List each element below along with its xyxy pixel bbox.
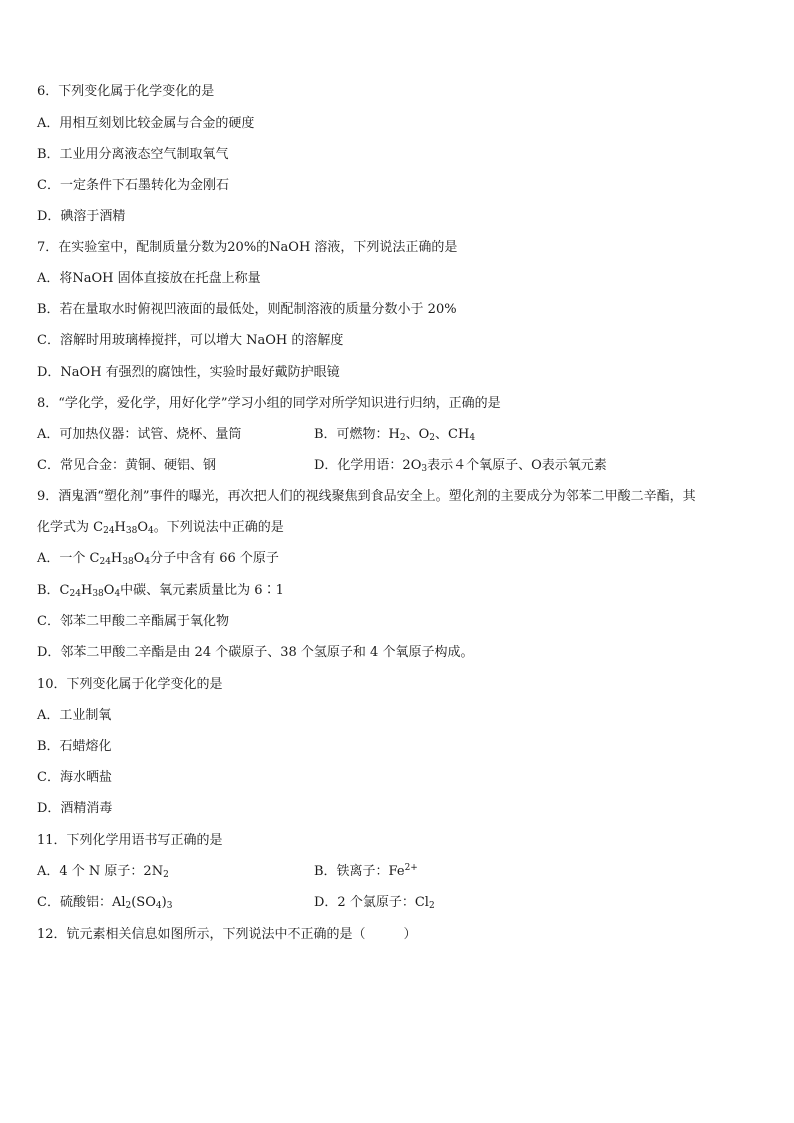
question-7-stem: 7．在实验室中，配制质量分数为20%的NaOH 溶液，下列说法正确的是 bbox=[37, 240, 458, 255]
question-11-option-a: A．4 个 N 原子：$2N_2$ bbox=[37, 864, 169, 880]
question-8-stem: 8．“学化学，爱化学，用好化学”学习小组的同学对所学知识进行归纳，正确的是 bbox=[37, 396, 501, 411]
question-9-option-d: D．邻苯二甲酸二辛酯是由 24 个碳原子、38 个氢原子和 4 个氧原子构成。 bbox=[37, 645, 474, 660]
question-9-option-b: B．$C_{24}H_{38}O_4$中碳、氧元素质量比为 6∶1 bbox=[37, 583, 284, 599]
question-6-option-d: D．碘溶于酒精 bbox=[37, 209, 126, 224]
question-6-option-b: B．工业用分离液态空气制取氧气 bbox=[37, 147, 229, 162]
question-11-option-b: B．铁离子：$Fe^{2+}$ bbox=[314, 863, 418, 879]
question-8-option-b: B．可燃物：$H_2$、$O_2$、$CH_4$ bbox=[314, 427, 476, 443]
question-7-option-b: B．若在量取水时俯视凹液面的最低处，则配制溶液的质量分数小于 20% bbox=[37, 302, 457, 317]
question-8-option-c: C．常见合金：黄铜、硬铝、钢 bbox=[37, 458, 216, 473]
question-6-option-c: C．一定条件下石墨转化为金刚石 bbox=[37, 178, 229, 193]
question-8-option-a: A．可加热仪器：试管、烧杯、量筒 bbox=[37, 427, 242, 442]
question-9-stem-line1: 9．酒鬼酒“塑化剂”事件的曝光，再次把人们的视线聚焦到食品安全上。塑化剂的主要成分为邻苯二甲酸二辛酯，其 bbox=[37, 489, 696, 504]
question-10-option-d: D．酒精消毒 bbox=[37, 801, 113, 816]
question-6-stem: 6．下列变化属于化学变化的是 bbox=[37, 84, 215, 99]
question-7-option-c: C．溶解时用玻璃棒搅拌，可以增大 NaOH 的溶解度 bbox=[37, 333, 344, 348]
question-7-option-a: A．将NaOH 固体直接放在托盘上称量 bbox=[37, 271, 261, 286]
question-9-option-c: C．邻苯二甲酸二辛酯属于氧化物 bbox=[37, 614, 229, 629]
question-10-option-c: C．海水晒盐 bbox=[37, 770, 112, 785]
question-12-stem: 12．钪元素相关信息如图所示，下列说法中不正确的是（ ） bbox=[37, 927, 417, 942]
question-9-stem-line2: 化学式为 $C_{24}H_{38}O_4$。下列说法中正确的是 bbox=[37, 520, 284, 536]
question-11-option-c: C．硫酸铝：$Al_2(SO_4)_3$ bbox=[37, 895, 173, 911]
question-10-stem: 10．下列变化属于化学变化的是 bbox=[37, 677, 223, 692]
question-6-option-a: A．用相互刻划比较金属与合金的硬度 bbox=[37, 116, 255, 131]
question-8-option-d: D．化学用语：$2O_3$表示４个氧原子、O表示氧元素 bbox=[314, 458, 607, 474]
question-7-option-d: D．NaOH 有强烈的腐蚀性，实验时最好戴防护眼镜 bbox=[37, 365, 340, 380]
question-10-option-b: B．石蜡熔化 bbox=[37, 739, 112, 754]
question-11-option-d: D．2 个氯原子：$Cl_2$ bbox=[314, 895, 435, 911]
question-9-option-a: A．一个 $C_{24}H_{38}O_4$分子中含有 66 个原子 bbox=[37, 551, 279, 567]
question-10-option-a: A．工业制氧 bbox=[37, 708, 112, 723]
question-11-stem: 11．下列化学用语书写正确的是 bbox=[37, 833, 223, 848]
